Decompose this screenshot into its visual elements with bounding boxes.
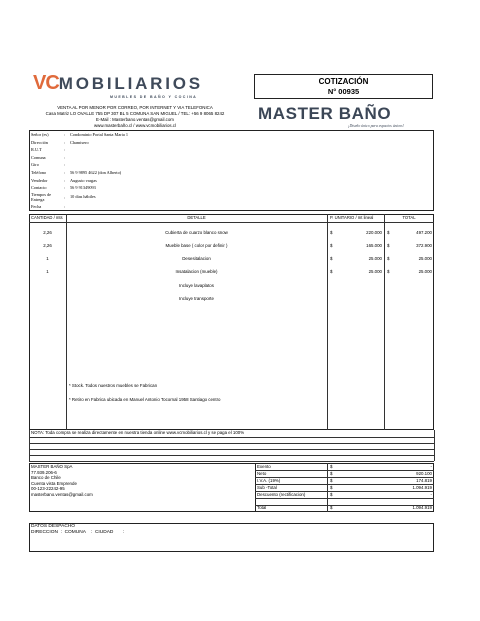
- client-colons: : : : : : : : : : :: [64, 132, 66, 210]
- row-unit: 165.000: [366, 243, 382, 248]
- header-qty: CANTIDAD / mts: [31, 215, 63, 220]
- company-info-line: E-Mail : Masterbano.ventas@gmail.com: [96, 117, 174, 122]
- totals-value: 1.094.919: [412, 485, 432, 490]
- client-label: Vendedor: [31, 177, 48, 183]
- row-currency: $: [330, 243, 333, 248]
- company-info-line: Casa Matriz LO OVALLE 755 DP 307 BL 5 COMUNA SAN MIGUEL / TEL: +56 9 8065 8242: [45, 111, 225, 116]
- table-footnote: NOTA: Toda compra se realiza directamente en nuestra tienda online www.vcmobiliarios.cl y se paga el 100%: [31, 430, 245, 435]
- column-divider: [384, 214, 385, 430]
- client-label: Comuna: [31, 154, 46, 160]
- master-tagline: ¡Diseño único para espacios únicos!: [348, 124, 404, 128]
- row-currency: $: [330, 269, 333, 274]
- totals-currency: $: [330, 471, 333, 476]
- row-total: 372.900: [416, 243, 432, 248]
- client-value: Augusto vargas: [70, 177, 97, 183]
- row-detail: Mueble base ( color por definir ): [165, 243, 228, 248]
- row-total: 25.000: [418, 269, 432, 274]
- totals-value: 1.094.919: [412, 505, 432, 510]
- totals-currency: $: [330, 478, 333, 483]
- row-detail: Incluye lavaplatos: [179, 283, 214, 288]
- row-currency: $: [330, 256, 333, 261]
- client-label: Teléfono: [31, 169, 47, 175]
- totals-currency: $: [330, 492, 333, 497]
- client-label: Contacto: [31, 185, 47, 191]
- quote-number: N° 00935: [327, 87, 360, 96]
- dispatch-box: [29, 523, 434, 552]
- row-currency: $: [387, 243, 390, 248]
- client-values: [70, 131, 128, 208]
- client-value: [70, 146, 128, 154]
- dispatch-line: DIRECCION : COMUNA : CIUDAD :: [31, 530, 125, 535]
- row-qty: 2,26: [43, 243, 52, 248]
- client-value: 10 dias hábiles: [70, 193, 96, 199]
- totals-label: Neto: [257, 471, 267, 476]
- totals-label: Descuento (rectificacion): [257, 492, 306, 497]
- row-detail: Desesitalacion: [182, 256, 211, 261]
- row-unit: 25.000: [368, 256, 382, 261]
- row-total: 497.200: [416, 230, 432, 235]
- logo-subtitle: MUEBLES DE BAÑO Y COCINA: [110, 95, 198, 99]
- bank-line: 00-123-22242-95: [31, 486, 65, 492]
- client-label: Fecha: [31, 203, 42, 209]
- row-currency: $: [330, 230, 333, 235]
- client-value: Condominio Portal Santa Maria 1: [70, 132, 129, 137]
- master-bano-logo: MASTER BAÑO: [258, 104, 392, 123]
- row-qty: 1: [46, 269, 49, 274]
- row-qty: 2,26: [43, 230, 52, 235]
- row-qty: 1: [46, 256, 49, 261]
- bank-line: 77.939.206-6: [31, 469, 57, 475]
- totals-value: 920.100: [416, 471, 432, 476]
- bank-line: Banco de Chile: [31, 475, 61, 481]
- row-currency: $: [387, 269, 390, 274]
- row-currency: $: [387, 230, 390, 235]
- header-unit: P. UNITARIO / mt lineal: [330, 215, 374, 220]
- client-value: Chamisero: [70, 139, 89, 145]
- totals-currency: $: [330, 485, 333, 490]
- totals-label: Exento: [257, 464, 271, 469]
- logo-word: MOBILIARIOS: [58, 74, 203, 93]
- bank-line: Cuenta vista Emprende: [31, 480, 77, 486]
- client-label: Señor (es): [31, 132, 49, 137]
- client-label: Dirección: [31, 139, 48, 145]
- client-label: R.U.T: [31, 147, 42, 153]
- client-label: Tiempos de Entrega: [31, 191, 52, 202]
- bank-line: MASTER BAÑO SpA: [31, 464, 73, 469]
- client-value: 56 9 9895 4622 (don Alberto): [70, 169, 122, 175]
- client-value: [70, 200, 128, 208]
- totals-value: -: [430, 464, 432, 469]
- row-unit: 25.000: [368, 269, 382, 274]
- company-logo: [33, 72, 203, 95]
- header-total: TOTAL: [402, 215, 416, 220]
- row-detail: Incluye transporte: [179, 296, 214, 301]
- column-divider: [327, 214, 328, 430]
- totals-value: 174.819: [416, 478, 432, 483]
- client-label: Giro: [31, 162, 39, 168]
- bank-line: masterbano.ventas@gmail.com: [31, 491, 93, 497]
- totals-value: -: [430, 492, 432, 497]
- client-value: 56 9 91349093: [70, 185, 96, 191]
- totals-label: Total: [257, 505, 267, 510]
- table-note: * Retiro en Fabrica ubicada en Manuel Antonio Tocornal 1958 Santiago centro: [69, 397, 221, 402]
- company-info-line: www.masterbaño.cl / www.vcmobiliarios.cl: [94, 123, 176, 128]
- row-detail: Insatalacion (mueble): [175, 269, 218, 274]
- dispatch-title: DATOS DESPACHO: [31, 524, 75, 529]
- client-value: [70, 161, 128, 169]
- totals-label: I.V.A. (19%): [257, 478, 281, 483]
- row-total: 25.000: [418, 256, 432, 261]
- client-value: [70, 154, 128, 162]
- logo-vc: VC: [33, 72, 59, 94]
- row-unit: 220.000: [366, 230, 382, 235]
- table-note: * Stock. Todos nuestros muebles se Fabrican: [69, 383, 158, 388]
- quote-title: COTIZACIÓN: [318, 77, 369, 86]
- bank-info: [31, 464, 93, 498]
- row-detail: Cubierta de cuarzo blanco snow: [165, 230, 228, 235]
- header-detail: DETALLE: [187, 215, 206, 220]
- row-currency: $: [387, 256, 390, 261]
- totals-currency: $: [330, 505, 333, 510]
- company-info-line: VENTA AL POR MENOR POR CORREO, POR INTERNET Y VIA TELEFONICA: [57, 105, 213, 110]
- table-header-divider: [29, 222, 434, 223]
- totals-currency: $: [330, 464, 333, 469]
- client-labels: [31, 131, 53, 210]
- totals-label: Sub -Total: [257, 485, 277, 490]
